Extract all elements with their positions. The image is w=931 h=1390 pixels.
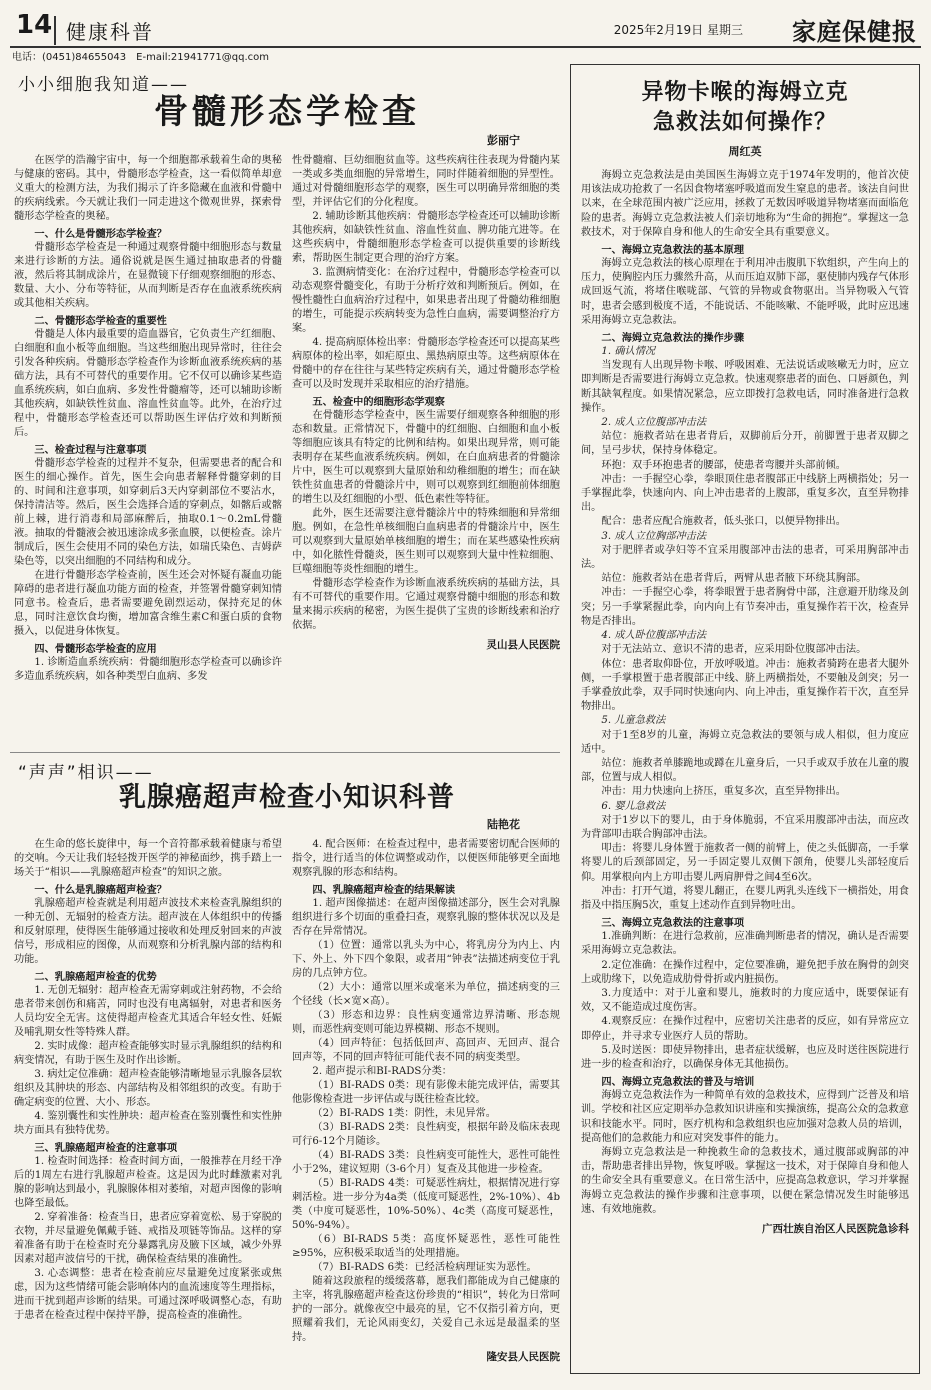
article-body	[581, 169, 909, 1236]
paragraph: 冲击：用力快速向上挤压，重复多次，直至异物排出。	[601, 786, 846, 798]
paragraph: 海姆立克急救法作为一种简单有效的急救技术，应得到广泛普及和培训。学校和社区应定期举办急救知识讲座和实操演练，提高公众的急救意识和技能水平。同时，医疗机构和急救组织也应加强对急救人员的培训，提高他们的急救能力和应对突发事件的能力。	[581, 1090, 909, 1144]
paragraph: （2）大小：通常以厘米或毫米为单位，描述病变的三个径线（长×宽×高）。	[292, 982, 560, 1007]
paragraph: 1. 检查时间选择：检查时间方面，一般推荐在月经干净后的1周左右进行乳腺超声检查。这是因为此时雌激素对乳腺的影响达到最小，乳腺腺体相对萎缩，对超声图像的影响也降至最低。	[14, 1156, 282, 1209]
paragraph: 冲击：一手握空心拳，将拳眼置于患者胸骨中部，注意避开肋缘及剑突；另一手掌紧握此拳，向内向上有节奏冲击，重复操作若干次，检查异物是否排出。	[581, 587, 909, 627]
paragraph: 2. 辅助诊断其他疾病：骨髓形态学检查还可以辅助诊断其他疾病，如缺铁性贫血、溶血性贫血、脾功能亢进等。在这些疾病中，骨髓细胞形态学检查可以提供重要的诊断线索，帮助医生制定更合理的治疗方案。	[292, 211, 560, 264]
subheading: 四、乳腺癌超声检查的结果解读	[312, 885, 456, 896]
step-heading: 6. 婴儿急救法	[601, 800, 666, 812]
paragraph: 站位：施救者单膝跪地或蹲在儿童身后，一只手或双手放在儿童的腹部，位置与成人相似。	[581, 757, 909, 784]
article-signature: 灵山县人民医院	[486, 639, 560, 651]
step-heading: 5. 儿童急救法	[601, 715, 666, 727]
paragraph: 冲击：打开气道，将婴儿翻正，在婴儿两乳头连线下一横指处，用食指及中指压胸5次，重复上述动作直到异物吐出。	[581, 885, 909, 911]
paragraph: （5）BI-RADS 4类：可疑恶性病灶，根据情况进行穿刺活检。进一步分为4a类（低度可疑恶性，2%-10%）、4b类（中度可疑恶性，10%-50%）、4c类（高度可疑恶性，50%-94%）。	[292, 1178, 560, 1231]
paragraph: 骨髓是人体内最重要的造血器官，它负责生产红细胞、白细胞和血小板等血细胞。当这些细胞出现异常时，往往会引发各种疾病。骨髓形态学检查作为诊断血液系统疾病的基础方法，具有不可替代的重要作用。它不仅可以确诊某些造血系统疾病，如白血病、多发性骨髓瘤等，还可以辅助诊断其他疾病，如缺铁性贫血、溶血性贫血等。此外，在治疗过程中，骨髓形态学检查还可以帮助医生评估疗效和判断预后。	[14, 329, 282, 438]
article-title-line-2: 急救法如何操作？	[652, 109, 837, 135]
paragraph: （4）BI-RADS 3类：良性病变可能性大，恶性可能性小于2%，建议短期（3-6个月）复查及其他进一步检查。	[292, 1150, 560, 1175]
paragraph: 骨髓形态学检查作为诊断血液系统疾病的基础方法，具有不可替代的重要作用。它通过观察骨髓中细胞的形态和数量来揭示疾病的秘密，为医生提供了宝贵的诊断线索和治疗依据。	[292, 578, 560, 631]
paragraph: 2. 穿着准备：检查当日，患者应穿着宽松、易于穿脱的衣物，并尽量避免佩戴手链、戒指及项链等饰品。这样的穿着准备有助于在检查时充分暴露乳房及腋下区域，减少外界因素对超声波信号的干扰，确保检查结果的准确性。	[14, 1212, 282, 1265]
paragraph: 4. 提高病原体检出率：骨髓形态学检查还可以提高某些病原体的检出率，如疟原虫、黑热病原虫等。这些病原体在骨髓中的存在往往与某些特定疾病有关，通过骨髓形态学检查可以及时发现并采取相应的治疗措施。	[292, 337, 560, 390]
paragraph: （7）BI-RADS 6类：已经活检病理证实为恶性。	[312, 1262, 537, 1273]
article-signature: 广西壮族自治区人民医院急诊科	[762, 1223, 909, 1236]
article-author: 陆艳花	[487, 818, 520, 831]
subheading: 二、骨髓形态学检查的重要性	[34, 316, 167, 327]
subheading: 二、乳腺癌超声检查的优势	[34, 972, 157, 983]
paragraph: 对于1岁以下的婴儿，由于身体脆弱，不宜采用腹部冲击法，而应改为背部叩击联合胸部冲击法。	[581, 814, 909, 840]
paragraph: 1. 诊断造血系统疾病：骨髓细胞形态学检查可以确诊许多造血系统疾病，如各种类型白血病、多发	[14, 657, 282, 682]
article-heimlich	[570, 64, 920, 1374]
page-header	[10, 8, 921, 48]
article-kicker: 小小细胞我知道——	[18, 75, 189, 95]
paragraph: 站位：施救者站在患者背后，两臂从患者腋下环绕其胸部。	[601, 573, 867, 585]
paragraph: 骨髓形态学检查是一种通过观察骨髓中细胞形态与数量来进行诊断的方法。通俗说就是医生通过抽取患者的骨髓液，然后将其制成涂片，在显微镜下仔细观察细胞的形态、数量、大小、分布等特征，从而判断是否存在血液系统疾病或其他相关疾病。	[14, 242, 282, 309]
article-signature: 隆安县人民医院	[486, 1351, 560, 1363]
article-column	[14, 154, 282, 684]
paragraph: 性骨髓瘤、巨幼细胞贫血等。这些疾病往往表现为骨髓内某一类或多类血细胞的异常增生，同时伴随着细胞的异型性。通过对骨髓细胞形态学的观察，医生可以明确异常细胞的类型，并评估它们的分化程度。	[292, 155, 560, 208]
paragraph: 5.及时送医：即使异物排出，患者症状缓解，也应及时送往医院进行进一步的检查和治疗，以确保身体无其他损伤。	[581, 1044, 909, 1070]
subheading: 三、海姆立克急救法的注意事项	[601, 918, 745, 930]
paragraph: 2. 超声提示和BI-RADS分类：	[312, 1066, 452, 1077]
paragraph: 4.观察反应：在操作过程中，应密切关注患者的反应，如有异常应立即停止，并寻求专业医疗人员的帮助。	[581, 1016, 909, 1042]
issue-date: 2025年2月19日 星期三	[613, 23, 743, 37]
step-heading: 3. 成人立位胸部冲击法	[601, 530, 707, 542]
paragraph: 对于肥胖者或孕妇等不宜采用腹部冲击法的患者，可采用胸部冲击法。	[581, 544, 909, 571]
subheading: 三、乳腺癌超声检查的注意事项	[34, 1143, 178, 1154]
paragraph: 乳腺癌超声检查就是利用超声波技术来检查乳腺组织的一种无创、无辐射的检查方法。超声波在人体组织中的传播和反射原理，使得医生能够通过接收和处理反射回来的声波信号，形成相应的图像，从而观察和分析乳腺内部的结构和功能。	[14, 898, 282, 965]
paragraph: 海姆立克急救法是一种挽救生命的急救技术，通过腹部或胸部的冲击，帮助患者排出异物，恢复呼吸。掌握这一技术，对于保障自身和他人的生命安全具有重要意义。在日常生活中，应提高急救意识，学习并掌握海姆立克急救法的操作步骤和注意事项，以便在紧急情况发生时能够迅速、有效地施救。	[581, 1147, 909, 1215]
paragraph: 站位：施救者站在患者背后，双脚前后分开，前脚置于患者双脚之间，呈弓步状，保持身体稳定。	[581, 431, 909, 457]
paper-name: 家庭保健报	[792, 17, 917, 46]
paragraph: （4）回声特征：包括低回声、高回声、无回声、混合回声等，不同的回声特征可能代表不同的病变类型。	[292, 1038, 560, 1063]
subheading: 一、什么是骨髓形态学检查？	[34, 229, 167, 240]
paragraph: 随着这段旅程的缓缓落幕，愿我们都能成为自己健康的主宰，将乳腺癌超声检查这份珍贵的“相识”，转化为日常呵护的一部分。就像夜空中最亮的星，它不仅指引着方向，更照耀着我们，无论风雨变幻，关爱自己永远是最温柔的坚持。	[292, 1276, 560, 1343]
subheading: 二、海姆立克急救法的操作步骤	[601, 333, 745, 345]
paragraph: 此外，医生还需要注意骨髓涂片中的特殊细胞和异常细胞。例如，在急性单核细胞白血病患者的骨髓涂片中，医生可以观察到大量原始单核细胞的增生；而在某些感染性疾病中，如化脓性骨髓炎，医生则可以观察到大量中性粒细胞、巨噬细胞等炎性细胞的增生。	[292, 508, 560, 575]
paragraph: （1）位置：通常以乳头为中心，将乳房分为内上、内下、外上、外下四个象限，或者用“钟表”法描述病变位于乳房的几点钟方位。	[292, 940, 560, 979]
subheading: 四、骨髓形态学检查的应用	[34, 644, 157, 655]
section-divider	[10, 752, 560, 753]
paragraph: 2.定位准确：在操作过程中，定位要准确，避免把手放在胸骨的剑突上或肋缘下，以免造成肋骨骨折或内脏损伤。	[581, 959, 909, 985]
article-title: 乳腺癌超声检查小知识科普	[119, 782, 455, 813]
paragraph: 配合：患者应配合施救者，低头张口，以便异物排出。	[601, 516, 846, 528]
paragraph: （3）BI-RADS 2类：良性病变，根据年龄及临床表现可行6-12个月随诊。	[292, 1122, 560, 1147]
article-column	[292, 838, 560, 1364]
paragraph: 在医学的浩瀚宇宙中，每一个细胞都承载着生命的奥秘与健康的密码。其中，骨髓形态学检查，这一看似简单却意义重大的检测方法，为我们揭示了许多隐藏在血液和骨髓中的疾病线索。今天就让我们一同走进这个微观世界，探索骨髓形态学检查的奥秘。	[14, 155, 282, 222]
paragraph: 在骨髓形态学检查中，医生需要仔细观察各种细胞的形态和数量。正常情况下，骨髓中的红细胞、白细胞和血小板等细胞应该具有特定的比例和结构。如果出现异常，则可能表明存在某些血液系统疾病。例如，在白血病患者的骨髓涂片中，医生可以观察到大量原始和幼稚细胞的增生；而在缺铁性贫血患者的骨髓涂片中，则可以观察到红细胞前体细胞的增生以及红细胞的小型、低色素性等特征。	[292, 410, 560, 505]
paragraph: 当发现有人出现异物卡喉、呼吸困难、无法说话或咳嗽无力时，应立即判断是否需要进行海姆立克急救。快速观察患者的面色、口唇颜色，判断其缺氧程度。如果情况紧急，应立即拨打急救电话，同时准备进行急救操作。	[581, 360, 909, 414]
subheading: 一、什么是乳腺癌超声检查？	[34, 885, 167, 896]
article-bone-marrow	[14, 70, 560, 748]
paragraph: （3）形态和边界：良性病变通常边界清晰、形态规则，而恶性病变则可能边界模糊、形态不规则。	[292, 1010, 560, 1035]
step-heading: 2. 成人立位腹部冲击法	[601, 417, 707, 429]
paragraph: 海姆立克急救法的核心原理在于利用冲击腹肌下软组织，产生向上的压力，使胸腔内压力骤然升高，从而压迫双肺下部，驱使肺内残存气体形成回返气流，将堵住喉咙部、气管的异物或食物驱出。当异物吸入气管时，患者会感到极度不适，不能说话、不能咳嗽、不能呼吸，此时应迅速采用海姆立克急救法。	[581, 258, 909, 326]
paragraph: （6）BI-RADS 5类：高度怀疑恶性，恶性可能性≥95%，应积极采取适当的处理措施。	[292, 1234, 560, 1259]
article-title-line-1: 异物卡喉的海姆立克	[641, 79, 849, 105]
paragraph: 4. 配合医师：在检查过程中，患者需要密切配合医师的指令，进行适当的体位调整或动作，以便医师能够更全面地观察乳腺的形态和结构。	[292, 839, 560, 878]
article-title: 骨髓形态学检查	[154, 92, 420, 132]
paragraph: 1. 无创无辐射：超声检查无需穿刺或注射药物，不会给患者带来创伤和痛苦，同时也没有电离辐射，对患者和医务人员均安全无害。这使得超声检查尤其适合年轻女性、妊娠及哺乳期女性等特殊人群。	[14, 985, 282, 1038]
paragraph: 体位：患者取仰卧位，开放呼吸道。冲击：施救者骑跨在患者大腿外侧，一手掌根置于患者腹部正中线、脐上两横指处，不要触及剑突；另一手掌叠放此拳，双手同时快速向内、向上冲击，重复操作若干次，直至异物排出。	[581, 658, 909, 713]
paragraph: （1）BI-RADS 0类：现有影像未能完成评估，需要其他影像检查进一步评估或与既往检查比较。	[292, 1080, 560, 1105]
subheading: 三、检查过程与注意事项	[34, 445, 147, 456]
contact-line: 电话：(0451)84655043 E-mail:21941771@qq.com	[12, 52, 270, 63]
subheading: 五、检查中的细胞形态学观察	[312, 397, 445, 408]
paragraph: 1. 超声图像描述：在超声图像描述部分，医生会对乳腺组织进行多个切面的重叠扫查，观察乳腺的整体状况以及是否存在异常情况。	[292, 898, 560, 937]
article-column	[292, 154, 560, 684]
paragraph: 冲击：一手握空心拳，拳眼顶住患者腹部正中线脐上两横指处；另一手掌握此拳，快速向内、向上冲击患者的上腹部，重复多次，直至异物排出。	[581, 473, 909, 514]
paragraph: 4. 鉴别囊性和实性肿块：超声检查在鉴别囊性和实性肿块方面具有独特优势。	[14, 1111, 282, 1136]
paragraph: 在生命的悠长旋律中，每一个音符都承载着健康与希望的交响。今天让我们轻轻拨开医学的神秘面纱，携手踏上一场关于“相识——乳腺癌超声检查”的知识之旅。	[14, 839, 282, 878]
paragraph: 2. 实时成像：超声检查能够实时显示乳腺组织的结构和病变情况，有助于医生及时作出诊断。	[14, 1041, 282, 1066]
article-breast-ultrasound	[14, 758, 560, 1384]
section-name: 健康科普	[54, 16, 154, 45]
paragraph: 3. 心态调整：患者在检查前应尽量避免过度紧张或焦虑，因为这些情绪可能会影响体内的血流速度等生理指标，进而干扰到超声诊断的结果。可通过深呼吸调整心态，有助于患者在检查过程中保持平静，提高检查的准确性。	[14, 1268, 282, 1321]
paragraph: 对于无法站立、意识不清的患者，应采用卧位腹部冲击法。	[601, 644, 867, 656]
paragraph: 环抱：双手环抱患者的腰部，使患者弯腰并头部前倾。	[601, 459, 846, 471]
paragraph: 叩击：将婴儿身体置于施救者一侧的前臂上，使之头低脚高，一手掌将婴儿的后颈部固定，另一手固定婴儿双侧下颌角，使婴儿头部轻度后仰。用掌根向内上方叩击婴儿两肩胛骨之间4至6次。	[581, 843, 909, 883]
subheading: 一、海姆立克急救法的基本原理	[601, 245, 745, 257]
paragraph: （2）BI-RADS 1类：阴性，未见异常。	[312, 1108, 496, 1119]
paragraph: 3.力度适中：对于儿童和婴儿，施救时的力度应适中，既要保证有效，又不能造成过度伤害。	[581, 987, 909, 1014]
article-author: 彭丽宁	[487, 134, 520, 147]
article-author: 周红英	[728, 145, 762, 158]
article-column	[14, 838, 282, 1364]
subheading: 四、海姆立克急救法的普及与培训	[601, 1077, 755, 1089]
paragraph: 3. 监测病情变化：在治疗过程中，骨髓形态学检查可以动态观察骨髓变化，有助于分析疗效和判断预后。例如，在慢性髓性白血病治疗过程中，如果患者出现了骨髓幼稚细胞的增生，可能提示疾病转变为急性白血病，需要调整治疗方案。	[292, 267, 560, 334]
article-kicker: “声声”相识——	[18, 763, 154, 783]
paragraph: 对于1至8岁的儿童，海姆立克急救法的要领与成人相似，但力度应适中。	[581, 729, 909, 755]
paragraph: 骨髓形态学检查的过程并不复杂，但需要患者的配合和医生的细心操作。首先，医生会向患者解释骨髓穿刺的目的、时间和注意事项，如穿刺后3天内穿刺部位不要沾水，保持清洁等。然后，医生会选择合适的穿刺点，如髂后或髂前上棘，进行消毒和局部麻醉后，抽取0.1～0.2mL骨髓液。抽取的骨髓液会被迅速涂成多张血膜，以便检查。涂片制成后，医生会使用不同的染色方法，如瑞氏染色、吉姆萨染色等，以突出细胞的不同结构和成分。	[14, 458, 282, 567]
paragraph: 3. 病灶定位准确：超声检查能够清晰地显示乳腺各层软组织及其肿块的形态、内部结构及相邻组织的改变。有助于确定病变的位置、大小、形态。	[14, 1069, 282, 1108]
step-heading: 4. 成人卧位腹部冲击法	[601, 630, 707, 642]
paragraph: 海姆立克急救法是由美国医生海姆立克于1974年发明的，他首次使用该法成功抢救了一名因食物堵塞呼吸道而发生窒息的患者。该法自问世以来，在全球范围内被广泛应用，拯救了无数因呼吸道异物堵塞而面临危险的患者。海姆立克急救法被人们亲切地称为“生命的拥抱”。掌握这一急救技术，对于保障自身和他人的生命安全具有重要意义。	[581, 170, 909, 238]
paragraph: 1.准确判断：在进行急救前，应准确判断患者的情况，确认是否需要采用海姆立克急救法。	[581, 931, 909, 957]
paragraph: 在进行骨髓形态学检查前，医生还会对怀疑有凝血功能障碍的患者进行凝血功能方面的检查，并签署骨髓穿刺知情同意书。检查后，患者需要避免剧烈运动，保持充足的休息，同时注意饮食均衡，增加富含维生素C和蛋白质的食物摄入，以促进身体恢复。	[14, 570, 282, 637]
page-number: 14	[16, 10, 53, 40]
step-heading: 1. 确认情况	[601, 346, 656, 358]
